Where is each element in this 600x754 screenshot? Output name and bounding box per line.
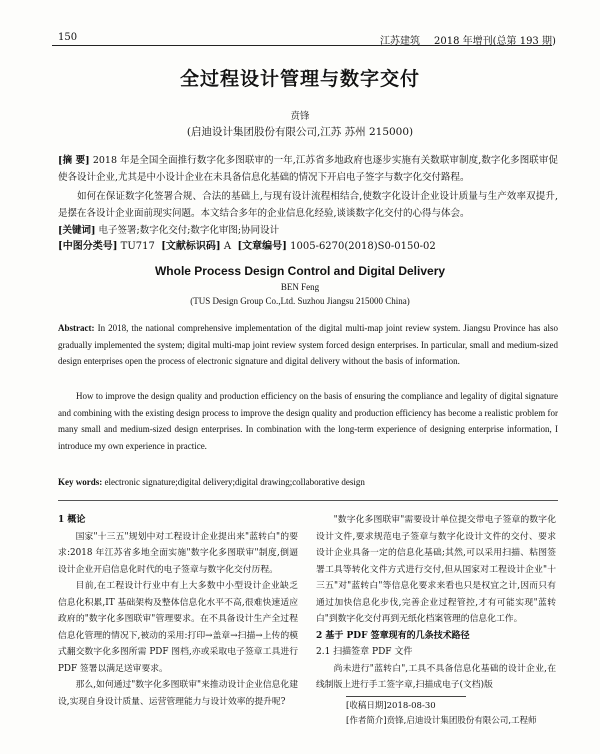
- body-right-p1: "数字化多图联审"需要设计单位提交带电子签章的数字化设计文件,要求规范电子签章与数字化设计文件的交付、要求设计企业具备一定的信息化基础;其然,可以采用扫描、粘图签署工具等转化文件方式进行交付,但从国家对工程设计企业"十三五"对"蓝转白"等信息化要求来看也只是权宜之计,因而只有通过加快信息化步伐,完善企业过程管控,才有可能实现"蓝转白"到数字化交付再到无纸化档案管理的信息化工作。: [316, 515, 556, 624]
- page-title: 全过程设计管理与数字交付: [179, 68, 420, 90]
- keywords-en-label: Key words:: [58, 477, 103, 487]
- doc-value: A: [223, 241, 232, 252]
- received-date: [收稿日期]2018-08-30: [346, 700, 436, 711]
- journal-issue: 2018 年增刊(总第 193 期): [434, 36, 556, 47]
- body-right-p2: 尚未进行"蓝转白",工具不具备信息化基础的设计企业,在线制版上进行手工签字章,扫描成电子(文档)版: [316, 663, 556, 690]
- abstract-cn-p2: 如何在保证数字化签署合规、合法的基础上,与现有设计流程相结合,使数字化设计企业设计质量与生产效率双提升,是摆在各设计企业面前现实问题。本文结合多年的企业信息化经验,谈谈数字化交付的心得与体会。: [58, 191, 558, 219]
- author-en: BEN Feng: [280, 282, 320, 292]
- keywords-en-text: electronic signature;digital delivery;digital drawing;collaborative design: [104, 477, 365, 487]
- abstract-en-text1: In 2018, the national comprehensive implementation of the digital multi-map joint review system. Jiangsu Province has also gradually implemented the system; digital multi-map joint review system forced design enterprises. In particular, small and medium-sized design enterprises open the process of electronic signature and digital delivery without the basis of information.: [58, 323, 559, 366]
- subsection-2-1-heading: 2.1 扫描签章 PDF 文件: [316, 647, 413, 657]
- classification-line: [58, 238, 558, 255]
- body-left-p3: 那么,如何通过"数字化多图联审"来推动设计企业信息化建设,实现自身设计质量、运营管理能力与设计效率的提升呢?: [58, 680, 298, 707]
- cls-value: TU717: [120, 241, 155, 252]
- cls-label: [中图分类号]: [58, 241, 118, 252]
- body-left-p2: 目前,在工程设计行业中有上大多数中小型设计企业缺乏信息化积累,IT 基础架构及整体信息化水平不高,很难快速适应政府的"数字化多图联审"管理要求。在不具备设计生产全过程信息化管理的情况下,被动的采用:打印→盖章→扫描→上传的模式翻交数字化多图所需 PDF 图档,亦或采取电子签章工具进行 PDF 签署以满足送审要求。: [58, 581, 298, 674]
- abstract-cn-label: [摘 要]: [58, 155, 90, 166]
- abstract-en-label: Abstract:: [58, 323, 95, 333]
- header-rule: [52, 45, 552, 46]
- keywords-cn: [58, 222, 558, 239]
- art-value: 1005-6270(2018)S0-0150-02: [290, 241, 436, 252]
- doc-label: [文献标识码]: [161, 241, 221, 252]
- abstract-en-p2: How to improve the design quality and production efficiency on the basis of ensuring the compliance and legality of digital signature and combining with the existing design process to improve the design quality and production efficiency has become a realistic problem for many small and medium-sized design enterprises. In combination with the long-term experience of designing enterprise information, I introduce my own experience in practice.: [58, 391, 558, 451]
- english-title: Whole Process Design Control and Digital Delivery: [154, 264, 446, 278]
- keywords-cn-text: 电子签署;数字化交付;数字化审图;协同设计: [98, 225, 280, 236]
- section-1-heading: 1 概论: [58, 515, 86, 525]
- section-2-heading: 2 基于 PDF 签章现有的几条技术路径: [316, 630, 470, 641]
- author-note: [作者简介]贲锋,启迪设计集团股份有限公司,工程师: [346, 715, 537, 726]
- keywords-en: [58, 474, 558, 491]
- abstract-cn-p1: [58, 152, 558, 186]
- affiliation-cn: (启迪设计集团股份有限公司,江苏 苏州 215000): [186, 126, 414, 138]
- art-label: [文章编号]: [237, 241, 287, 252]
- author-cn: 贲锋: [290, 111, 310, 122]
- page-number: 150: [58, 32, 78, 43]
- footnote-rule: [346, 696, 466, 697]
- body-right-column: [316, 512, 556, 729]
- abstract-cn-text1: 2018 年是全国全面推行数字化多图联审的一年,江苏省多地政府也逐步实施有关数联审制度,数字化多图联审促使各设计企业,尤其是中小设计企业在未具备信息化基础的情况下开启电子签字与数字化交付路程。: [58, 155, 558, 183]
- affiliation-en: (TUS Design Group Co.,Ltd. Suzhou Jiangsu 215000 China): [190, 296, 410, 306]
- abstract-en-p1: [58, 320, 558, 370]
- keywords-cn-label: [关键词]: [58, 225, 96, 236]
- abstract-rule: [58, 500, 558, 501]
- journal-name: 江苏建筑: [380, 36, 420, 47]
- body-left-column: [58, 512, 298, 710]
- body-left-p1: 国家"十三五"规划中对工程设计企业提出来"蓝转白"的要求:2018 年江苏省多地全面实施"数字化多图联审"制度,倒逼设计企业开启信息化时代的电子签章与数字化交付历程。: [58, 531, 298, 575]
